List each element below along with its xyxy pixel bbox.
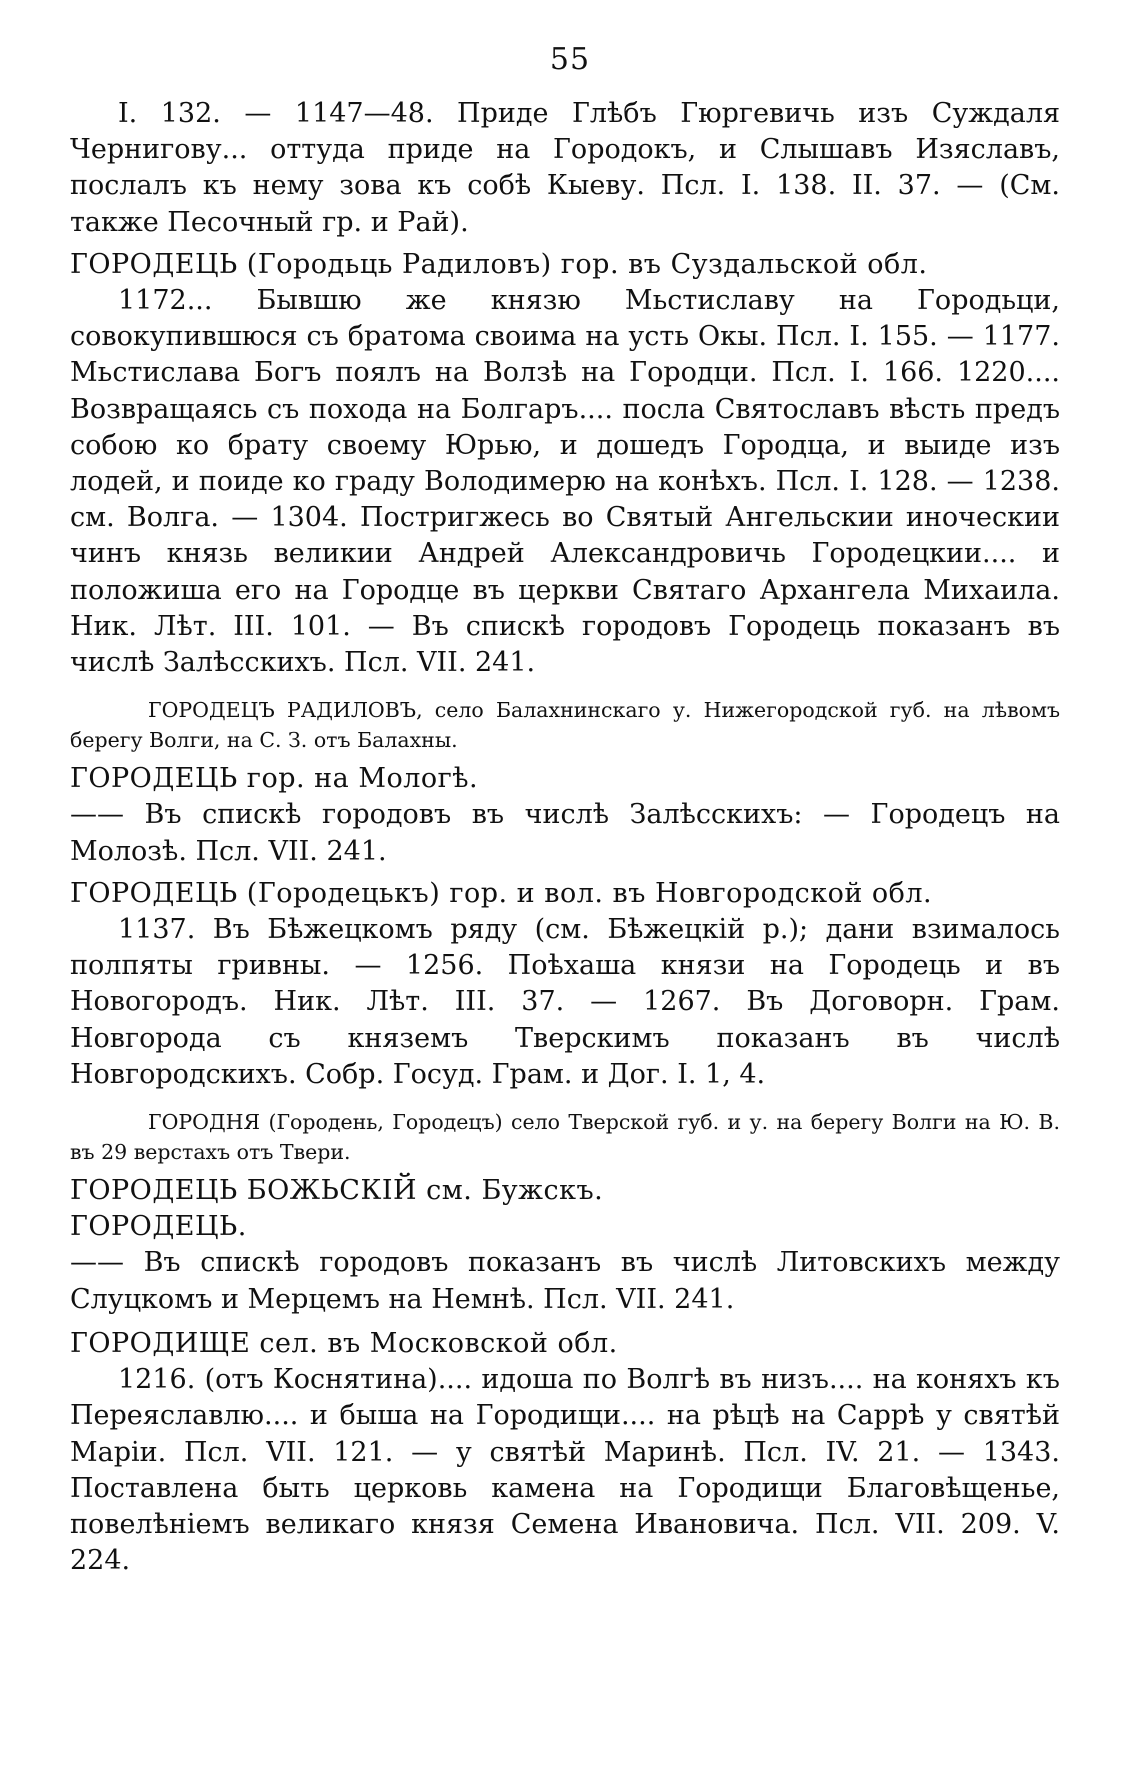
entry-body-gorodets-suzdal: 1172... Бывшю же князю Мьстиславу на Городьци, совокупившюся съ братома своима на усть Окы. Псл. I. 155. — 1177. Мьстислава Богъ поялъ на Волзѣ на Городци. Псл. I. 166. 1220.... Возвращаясь съ похода на Болгаръ.... посла Святославъ вѣсть предъ собою ко брату своему Юрью, и дошедъ Городца, и выиде изъ лодей, и поиде ко граду Володимерю на конѣхъ. Псл. I. 128. — 1238. см. Волга. — 1304. Постригжесь во Святый Ангельскии иноческии чинъ князь великии Андрей Александровичь Городецкии.... и положиша его на Городце въ церкви Святаго Архангела Михаила. Ник. Лѣт. III. 101. — Въ спискѣ городовъ Городець показанъ въ числѣ Залѣсскихъ. Псл. VII. 241. [70,285,1060,679]
entry-continuation: I. 132. — 1147—48. Приде Глѣбъ Гюргевичь изъ Суждаля Чернигову... оттуда приде на Городокъ, и Слышавъ Изяславъ, послалъ къ нему зова къ собѣ Кыеву. Псл. I. 138. II. 37. — (См. также Песочный гр. и Рай). [70,98,1060,238]
entry-heading-gorodets-suzdal: ГОРОДЕЦЬ (Городьць Радиловъ) гор. въ Суздальской обл. [70,248,928,280]
entry-body-gorodets-mologa: —— Въ спискѣ городовъ въ числѣ Залѣсскихъ: — Городецъ на Молозѣ. Псл. VII. 241. [70,799,1060,867]
entry-body-gorodishche: 1216. (отъ Коснятина).... идоша по Волгѣ въ низъ.... на коняхъ къ Переяславлю.... и быша на Городищи.... на рѣцѣ на Саррѣ у святѣй Маріи. Псл. VII. 121. — у святѣй Маринѣ. Псл. IV. 21. — 1343. Поставлена быть церковь камена на Городищи Благовѣщенье, повелѣніемъ великаго князя Семена Ивановича. Псл. VII. 209. V. 224. [70,1364,1060,1577]
entry-body-gorodets-lithuanian: —— Въ спискѣ городовъ показанъ въ числѣ Литовскихъ между Слуцкомъ и Мерцемъ на Немнѣ. Псл. VII. 241. [70,1247,1060,1315]
entry-heading-gorodets-mologa: ГОРОДЕЦЬ гор. на Мологѣ. [70,763,479,795]
entry-heading-gorodets-lithuanian: ГОРОДЕЦЬ. [70,1211,247,1243]
entry-body-gorodets-novgorod: 1137. Въ Бѣжецкомъ ряду (см. Бѣжецкій р.); дани взималось полпяты гривны. — 1256. Поѣхаша князи на Городець и въ Новогородъ. Ник. Лѣт. III. 37. — 1267. Въ Договорн. Грам. Новгорода съ княземъ Тверскимъ показанъ въ числѣ Новгородскихъ. Собр. Госуд. Грам. и Дог. I. 1, 4. [70,914,1060,1090]
footnote-gorodets-radilov: ГОРОДЕЦЪ РАДИЛОВЪ, село Балахнинскаго у. Нижегородской губ. на лѣвомъ берегу Волги, на С. З. отъ Балахны. [70,698,1060,753]
page-body [70,96,1060,1579]
entry-heading-gorodets-novgorod: ГОРОДЕЦЬ (Городецькъ) гор. и вол. въ Новгородской обл. [70,877,933,909]
footnote-gorodnya: ГОРОДНЯ (Городень, Городецъ) село Тверской губ. и у. на берегу Волги на Ю. В. въ 29 верстахъ отъ Твери. [70,1110,1060,1165]
page-number: 55 [549,42,591,77]
entry-heading-gorodishche: ГОРОДИЩЕ сел. въ Московской обл. [70,1327,618,1359]
entry-heading-gorodets-bozhsky: ГОРОДЕЦЬ БОЖЬСКІЙ см. Бужскъ. [70,1175,604,1207]
